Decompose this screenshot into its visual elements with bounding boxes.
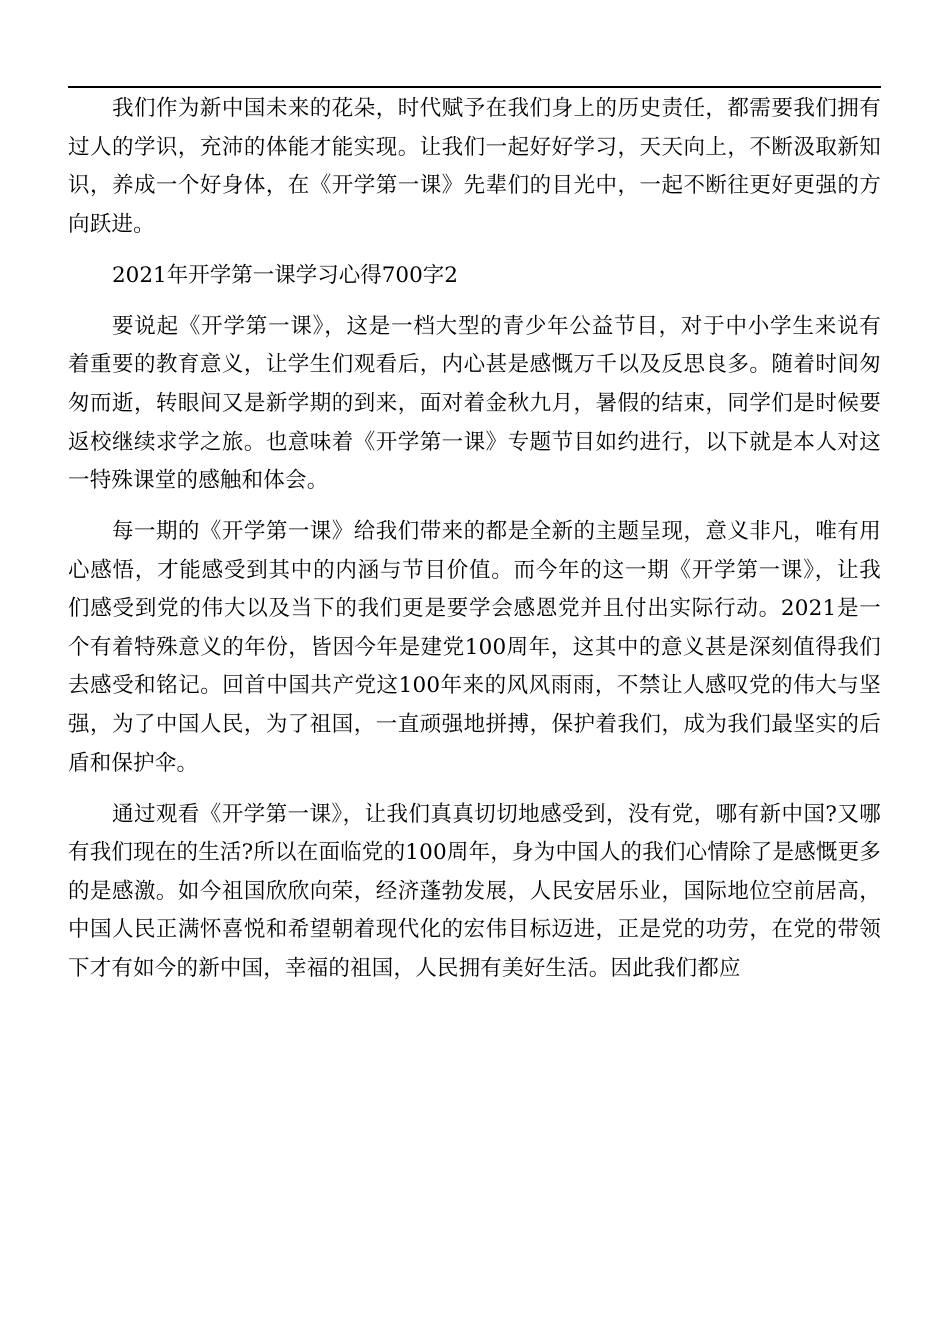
paragraph-1: 要说起《开学第一课》，这是一档大型的青少年公益节目，对于中小学生来说有着重要的教育意义，让学生们观看后，内心甚是感慨万千以及反思良多。随着时间匆匆而逝，转眼间又是新学期的到来，面对着金秋九月，暑假的结束，同学们是时候要返校继续求学之旅。也意味着《开学第一课》专题节目如约进行，以下就是本人对这一特殊课堂的感触和体会。 xyxy=(68,313,881,494)
document-body xyxy=(68,90,881,989)
header-rule xyxy=(68,86,881,88)
paragraph-intro-closing: 我们作为新中国未来的花朵，时代赋予在我们身上的历史责任，都需要我们拥有过人的学识，充沛的体能才能实现。让我们一起好好学习，天天向上，不断汲取新知识，养成一个好身体，在《开学第一课》先辈们的目光中，一起不断往更好更强的方向跃进。 xyxy=(68,96,881,237)
paragraph-3: 通过观看《开学第一课》，让我们真真切切地感受到，没有党，哪有新中国?又哪有我们现在的生活?所以在面临党的100周年，身为中国人的我们心情除了是感慨更多的是感激。如今祖国欣欣向荣，经济蓬勃发展，人民安居乐业，国际地位空前居高，中国人民正满怀喜悦和希望朝着现代化的宏伟目标迈进，正是党的功劳，在党的带领下才有如今的新中国，幸福的祖国，人民拥有美好生活。因此我们都应 xyxy=(68,801,881,982)
section-heading: 2021年开学第一课学习心得700字2 xyxy=(112,262,458,288)
paragraph-2: 每一期的《开学第一课》给我们带来的都是全新的主题呈现，意义非凡，唯有用心感悟，才能感受到其中的内涵与节目价值。而今年的这一期《开学第一课》，让我们感受到党的伟大以及当下的我们更是要学会感恩党并且付出实际行动。2021是一个有着特殊意义的年份，皆因今年是建党100周年，这其中的意义甚是深刻值得我们去感受和铭记。回首中国共产党这100年来的风风雨雨，不禁让人感叹党的伟大与坚强，为了中国人民，为了祖国，一直顽强地拼搏，保护着我们，成为我们最坚实的后盾和保护伞。 xyxy=(68,519,881,776)
